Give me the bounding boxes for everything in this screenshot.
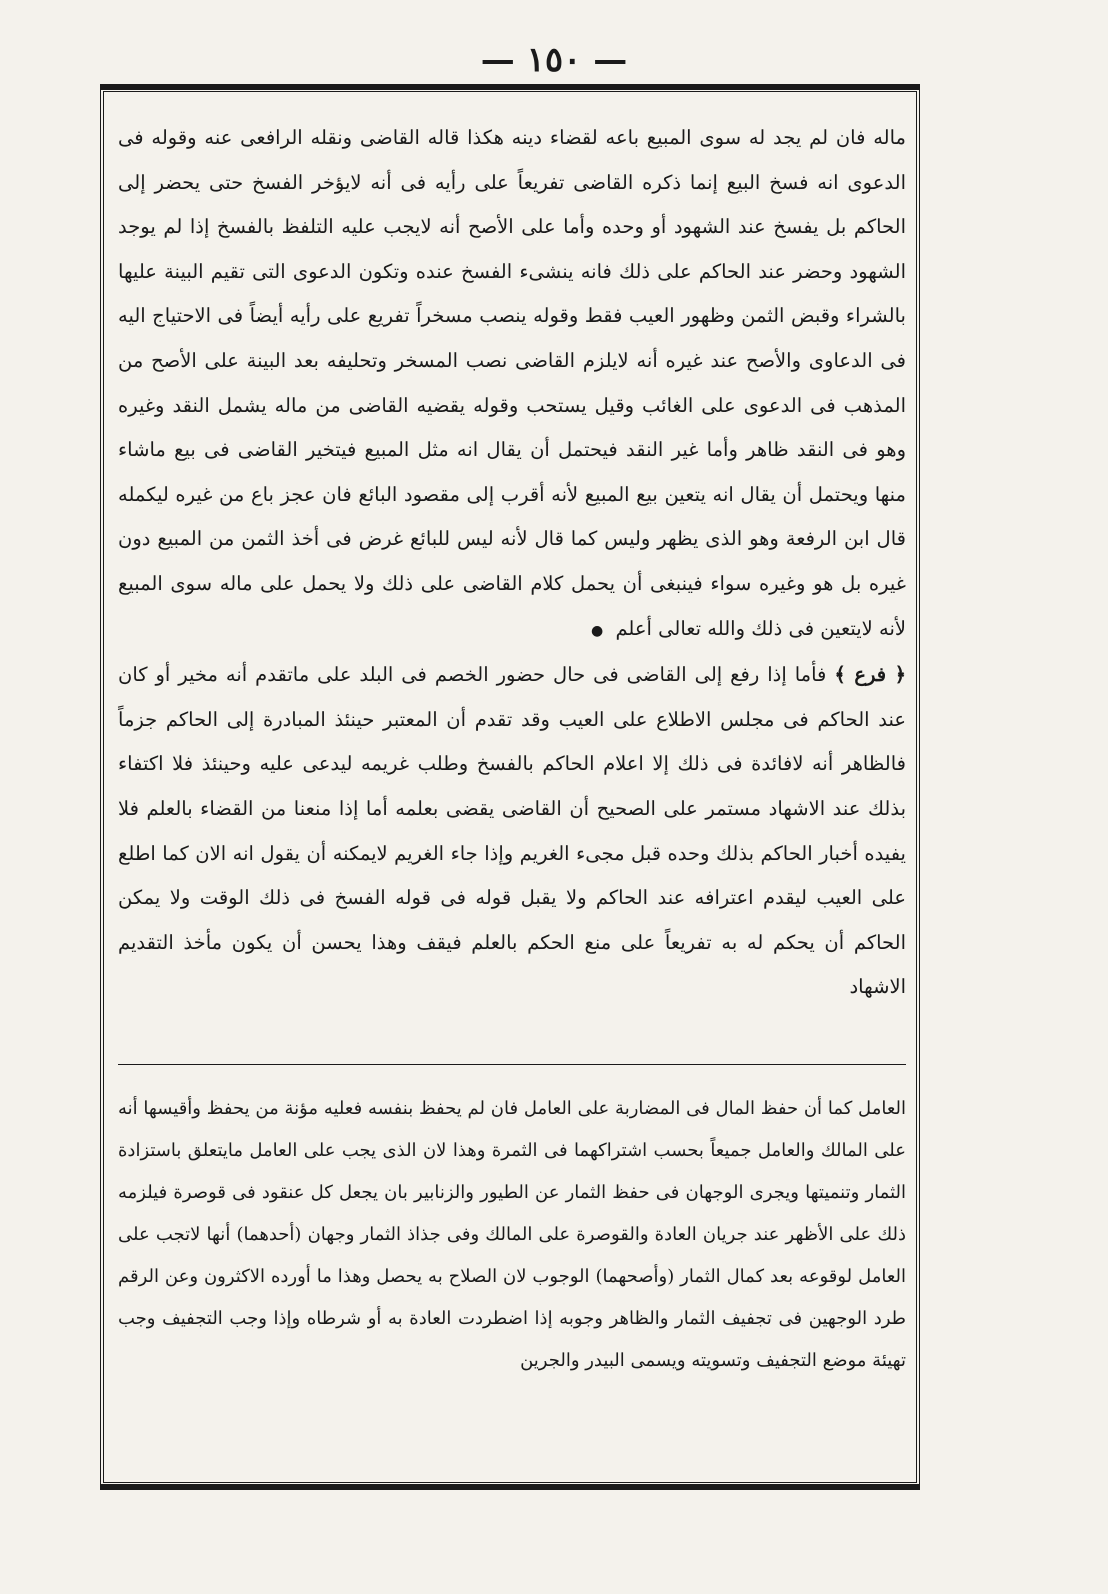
main-paragraph [118,116,906,653]
branch-label: ﴿ فرع ﴾ [834,663,907,687]
footnote-paragraph: العامل كما أن حفظ المال فى المضاربة على العامل فان لم يحفظ بنفسه فعليه مؤنة من يحفظ وأقيسها أنه على المالك والعامل جميعاً بحسب اشتراكهما فى الثمرة وهذا لان الذى يجب على العامل مايتعلق باستزادة الثمار وتنميتها ويجرى الوجهان فى حفظ الثمار عن الطيور والزنابير بان يجعل كل عنقود فى قوصرة فيلزمه ذلك على الأظهر عند جريان العادة والقوصرة على المالك وفى جذاذ الثمار وجهان (أحدهما) أنها لاتجب على العامل لوقوعه بعد كمال الثمار (وأصحهما) الوجوب لان الصلاح به يحصل وهذا ما أورده الاكثرون وعن الرقم طرد الوجهين فى تجفيف الثمار والظاهر وجوبه إذا اضطردت العادة به أو شرطاه وإذا وجب التجفيف وجب تهيئة موضع التجفيف وتسويته ويسمى البيدر والجرين [118,1098,906,1371]
footnote-separator [118,1064,906,1065]
bottom-rule [100,1484,920,1490]
branch-paragraph [118,653,906,1010]
footnote-text [118,1088,906,1382]
main-text [118,116,906,1010]
end-mark: ● [591,622,604,639]
main-paragraph-text: ماله فان لم يجد له سوى المبيع باعه لقضاء دينه هكذا قاله القاضى ونقله الرافعى عنه وقوله فى الدعوى انه فسخ البيع إنما ذكره القاضى تفريعاً على رأيه فى أنه لايؤخر الفسخ حتى يحضر إلى الحاكم بل يفسخ عند الشهود أو وحده وأما على الأصح أنه لايجب عليه التلفظ بالفسخ إذا لم يوجد الشهود وحضر عند الحاكم على ذلك فانه ينشىء الفسخ عنده وتكون الدعوى التى تقيم البينة عليها بالشراء وقبض الثمن وظهور العيب فقط وقوله ينصب مسخراً تفريع على رأيه أيضاً فى الاحتياج اليه فى الدعاوى والأصح عند غيره أنه لايلزم القاضى نصب المسخر وتحليفه بعد البينة على الأصح من المذهب فى الدعوى على الغائب وقيل يستحب وقوله يقضيه القاضى من ماله يشمل النقد وغيره وهو فى النقد ظاهر وأما غير النقد فيحتمل أن يقال انه مثل المبيع فيتخير القاضى فى بيع ماشاء منها ويحتمل أن يقال انه يتعين بيع المبيع لأنه أقرب إلى مقصود البائع فان عجز باع من غيره ليكمله قال ابن الرفعة وهو الذى يظهر وليس كما قال لأنه ليس للبائع غرض فى أخذ الثمن من المبيع دون غيره بل هو وغيره سواء فينبغى أن يحمل كلام القاضى على ذلك ولا يحمل على ماله سوى المبيع لأنه لايتعين فى ذلك والله تعالى أعلم [118,126,906,640]
branch-paragraph-text: فأما إذا رفع إلى القاضى فى حال حضور الخصم فى البلد على ماتقدم أنه مخير أو كان عند الحاكم فى مجلس الاطلاع على العيب وقد تقدم أن المعتبر حينئذ المبادرة إلى الحاكم جزماً فالظاهر أنه لافائدة فى ذلك إلا اعلام الحاكم بالفسخ وطلب غريمه ليدعى عليه وحينئذ فلا اكتفاء بذلك عند الاشهاد مستمر على الصحيح أن القاضى يقضى بعلمه أما إذا منعنا من القضاء بالعلم فلا يفيده أخبار الحاكم بذلك وحده قبل مجىء الغريم وإذا جاء الغريم لايمكنه أن يقول انه الان كما اطلع على العيب ليقدم اعترافه عند الحاكم ولا يقبل قوله فى قوله الفسخ فى ذلك الوقت ولا يمكن الحاكم أن يحكم له به تفريعاً على منع الحكم بالعلم فيقف وهذا يحسن أن يكون مأخذ التقديم الاشهاد [118,663,906,999]
page-number: — ١٥٠ — [480,40,628,80]
